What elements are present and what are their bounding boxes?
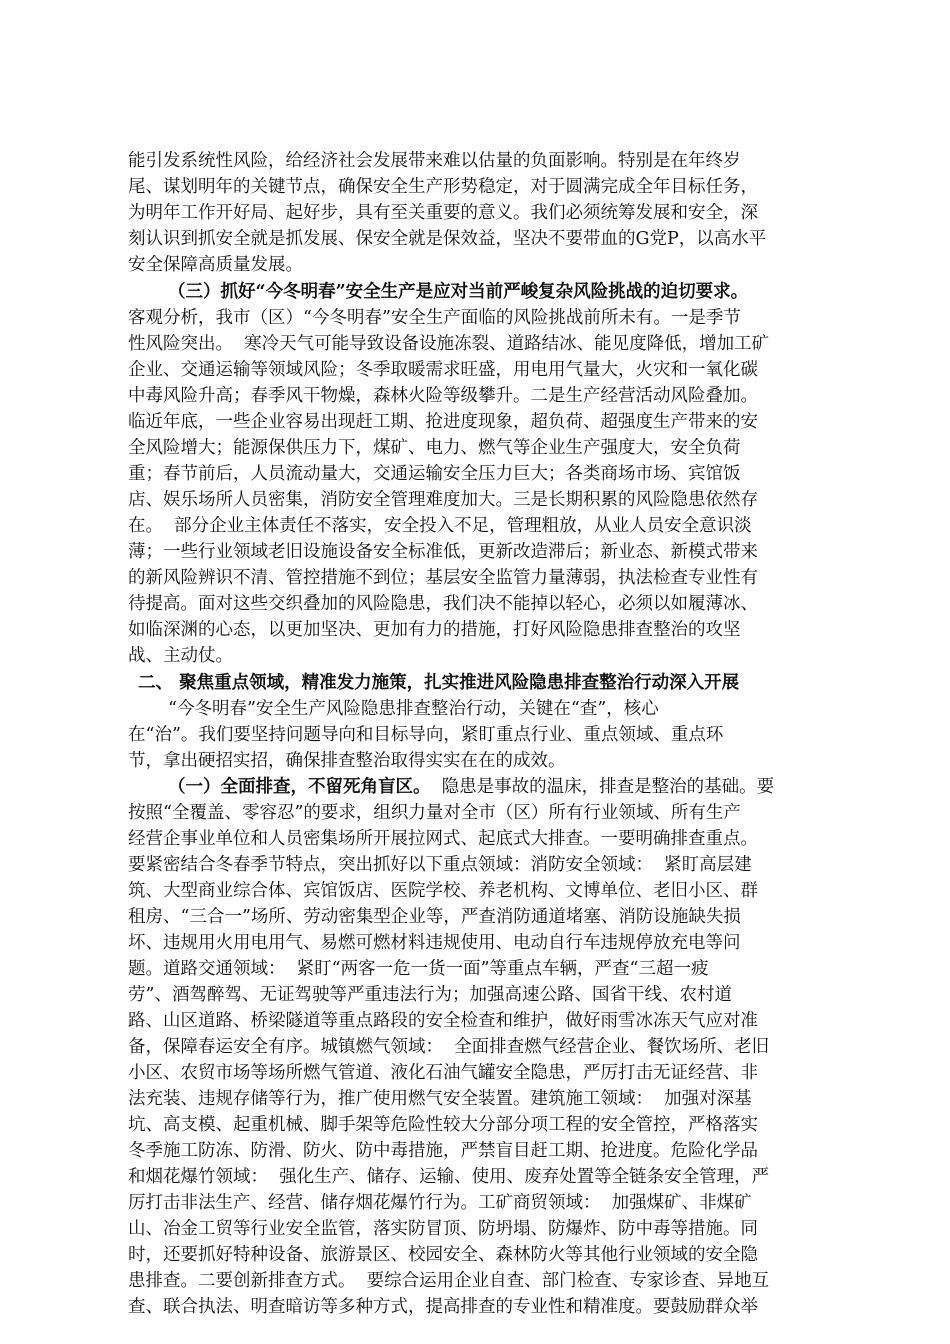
text-line	[128, 461, 828, 487]
body-text: 时，还要抓好特种设备、旅游景区、校园安全、森林防火等其他行业领域的安全隐	[128, 1245, 758, 1265]
text-line	[128, 1112, 828, 1138]
body-text: 战、主动仗。	[128, 646, 233, 666]
text-line	[128, 670, 838, 696]
text-line	[128, 696, 868, 722]
text-line	[128, 305, 828, 331]
text-line	[128, 748, 828, 774]
body-text: 查、联合执法、明查暗访等多种方式，提高排查的专业性和精准度。要鼓励群众举	[128, 1297, 758, 1317]
body-text: 路、山区道路、桥梁隧道等重点路段的安全检查和维护，做好雨雪冰冻天气应对准	[128, 1011, 758, 1031]
body-text: 尾、谋划明年的关键节点，确保安全生产形势稳定，对于圆满完成全年目标任务，	[128, 177, 758, 197]
text-line	[128, 279, 868, 305]
text-line	[128, 1138, 828, 1164]
body-text: 山、冶金工贸等行业安全监管，落实防冒顶、防坍塌、防爆炸、防中毒等措施。同	[128, 1219, 758, 1239]
text-line	[128, 591, 828, 617]
body-text: 厉打击非法生产、经营、储存烟花爆竹行为。工矿商贸领域： 加强煤矿、非煤矿	[128, 1193, 752, 1213]
text-line	[128, 1060, 828, 1086]
text-line	[128, 982, 828, 1008]
text-line	[128, 1242, 828, 1268]
body-text: 全风险增大；能源保供压力下，煤矿、电力、燃气等企业生产强度大，安全负荷	[128, 438, 741, 458]
body-text: 法充装、违规存储等行为，推广使用燃气安全装置。建筑施工领域： 加强对深基	[128, 1089, 752, 1109]
text-line	[128, 487, 828, 513]
text-line	[128, 539, 828, 565]
body-text: 店、娱乐场所人员密集，消防安全管理难度加大。三是长期积累的风险隐患依然存	[128, 490, 758, 510]
body-text: 坏、违规用火用电用气、易燃可燃材料违规使用、电动自行车违规停放充电等问	[128, 933, 741, 953]
text-line	[128, 148, 828, 174]
bold-heading-text: （三）抓好“今冬明春”安全生产是应对当前严峻复杂风险挑战的迫切要求。	[168, 282, 749, 302]
body-text: 企业、交通运输等领域风险；冬季取暖需求旺盛，用电用气量大，火灾和一氧化碳	[128, 360, 758, 380]
body-text: 刻认识到抓安全就是抓发展、保安全就是保效益，坚决不要带血的G党P，以高水平	[128, 229, 767, 249]
text-line	[128, 226, 828, 252]
body-text: 的新风险辨识不清、管控措施不到位；基层安全监管力量薄弱，执法检查专业性有	[128, 568, 758, 588]
text-line	[128, 826, 828, 852]
body-text: 租房、“三合一”场所、劳动密集型企业等，严查消防通道堵塞、消防设施缺失损	[128, 907, 741, 927]
body-text: 性风险突出。 寒冷天气可能导致设备设施冻裂、道路结冰、能见度降低，增加工矿	[128, 334, 770, 354]
bold-heading-text: （一）全面排查，不留死角盲区。	[168, 777, 431, 797]
text-line	[128, 409, 828, 435]
body-text: 薄；一些行业领域老旧设施设备安全标准低，更新改造滞后；新业态、新模式带来	[128, 542, 758, 562]
body-text: 在“治”。我们要坚持问题导向和目标导向，紧盯重点行业、重点领域、重点环	[128, 725, 724, 745]
body-text: 冬季施工防冻、防滑、防火、防中毒措施，严禁盲目赶工期、抢进度。危险化学品	[128, 1141, 758, 1161]
body-text: 中毒风险升高；春季风干物燥，森林火险等级攀升。二是生产经营活动风险叠加。	[128, 386, 758, 406]
text-line	[128, 1086, 828, 1112]
body-text: 劳”、酒驾醉驾、无证驾驶等严重违法行为；加强高速公路、国省干线、农村道	[128, 985, 732, 1005]
body-text: 备，保障春运安全有序。城镇燃气领域： 全面排查燃气经营企业、餐饮场所、老旧	[128, 1037, 770, 1057]
text-line	[128, 1268, 828, 1294]
text-line	[128, 878, 828, 904]
text-line	[128, 1294, 828, 1320]
text-line	[128, 1164, 828, 1190]
body-text: 隐患是事故的温床，排查是整治的基础。要	[430, 777, 775, 797]
text-line	[128, 956, 828, 982]
text-line	[128, 174, 828, 200]
body-text: 经营企事业单位和人员密集场所开展拉网式、起底式大排查。一要明确排查重点。	[128, 829, 758, 849]
body-text: 患排查。二要创新排查方式。 要综合运用企业自查、部门检查、专家诊查、异地互	[128, 1271, 770, 1291]
text-line	[128, 852, 828, 878]
body-text: 客观分析，我市（区）“今冬明春”安全生产面临的风险挑战前所未有。一是季节	[128, 308, 741, 328]
text-line	[128, 1216, 828, 1242]
body-text: 小区、农贸市场等场所燃气管道、液化石油气罐安全隐患，严厉打击无证经营、非	[128, 1063, 758, 1083]
body-text: 为明年工作开好局、起好步，具有至关重要的意义。我们必须统筹发展和安全，深	[128, 203, 758, 223]
text-line	[128, 357, 828, 383]
text-line	[128, 435, 828, 461]
body-text: 和烟花爆竹领域： 强化生产、储存、运输、使用、废弃处置等全链条安全管理，严	[128, 1167, 770, 1187]
body-text: 待提高。面对这些交织叠加的风险隐患，我们决不能掉以轻心，必须以如履薄冰、	[128, 594, 758, 614]
text-line	[128, 331, 828, 357]
body-text: 能引发系统性风险，给经济社会发展带来难以估量的负面影响。特别是在年终岁	[128, 151, 741, 171]
text-line	[128, 617, 828, 643]
body-text: 题。道路交通领域： 紧盯“两客一危一货一面”等重点车辆，严查“三超一疲	[128, 959, 709, 979]
body-text: 要紧密结合冬春季节特点，突出抓好以下重点领域：消防安全领域： 紧盯高层建	[128, 855, 752, 875]
body-text: 在。 部分企业主体责任不落实，安全投入不足，管理粗放，从业人员安全意识淡	[128, 516, 752, 536]
text-line	[128, 643, 828, 669]
body-text: 安全保障高质量发展。	[128, 255, 303, 275]
text-line	[128, 722, 828, 748]
body-text: 按照“全覆盖、零容忍”的要求，组织力量对全市（区）所有行业领域、所有生产	[128, 803, 741, 823]
text-line	[128, 383, 828, 409]
body-text: 坑、高支模、起重机械、脚手架等危险性较大分部分项工程的安全管控，严格落实	[128, 1115, 758, 1135]
text-line	[128, 1190, 828, 1216]
body-text: “今冬明春”安全生产风险隐患排查整治行动，关键在“查”，核心	[168, 699, 659, 719]
body-text: 重；春节前后，人员流动量大，交通运输安全压力巨大；各类商场市场、宾馆饭	[128, 464, 741, 484]
bold-heading-text: 二、 聚焦重点领域，精准发力施策，扎实推进风险隐患排查整治行动深入开展	[138, 673, 740, 693]
body-text: 节，拿出硬招实招，确保排查整治取得实实在在的成效。	[128, 751, 566, 771]
text-line	[128, 565, 828, 591]
body-text: 临近年底，一些企业容易出现赶工期、抢进度现象，超负荷、超强度生产带来的安	[128, 412, 758, 432]
text-line	[128, 774, 868, 800]
text-line	[128, 200, 828, 226]
text-line	[128, 800, 828, 826]
text-line	[128, 930, 828, 956]
text-line	[128, 513, 828, 539]
text-line	[128, 252, 828, 278]
text-line	[128, 1034, 828, 1060]
text-line	[128, 1008, 828, 1034]
body-text: 如临深渊的心态，以更加坚决、更加有力的措施，打好风险隐患排查整治的攻坚	[128, 620, 741, 640]
text-line	[128, 904, 828, 930]
body-text: 筑、大型商业综合体、宾馆饭店、医院学校、养老机构、文博单位、老旧小区、群	[128, 881, 758, 901]
